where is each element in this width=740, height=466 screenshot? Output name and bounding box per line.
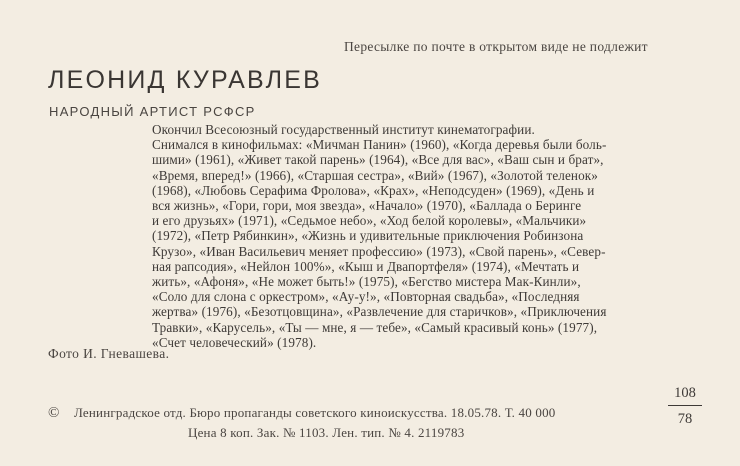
actor-name: ЛЕОНИД КУРАВЛЕВ — [48, 66, 322, 94]
bio-line: Снимался в кинофильмах: «Мичман Панин» (1960), «Когда деревья были боль- — [152, 137, 607, 153]
postal-notice: Пересылке по почте в открытом виде не подлежит — [344, 39, 648, 54]
bio-line: жертва» (1976), «Безотцовщина», «Развлечение для старичков», «Приключения — [152, 304, 607, 320]
bio-line: вся жизнь», «Гори, гори, моя звезда», «Начало» (1970), «Баллада о Беринге — [152, 198, 582, 214]
imprint-text: Ленинградское отд. Бюро пропаганды советского киноискусства. 18.05.78. Т. 40 000 — [74, 405, 556, 420]
catalog-fraction — [668, 384, 702, 428]
fraction-numerator: 108 — [674, 385, 696, 401]
bio-line: жить», «Афоня», «Не может быть!» (1975), «Бегство мистера Мак-Кинли», — [152, 274, 581, 290]
fraction-denominator: 78 — [677, 411, 693, 427]
bio-line: Окончил Всесоюзный государственный институт кинематографии. — [152, 122, 535, 137]
bio-line: шими» (1961), «Живет такой парень» (1964), «Все для вас», «Ваш сын и брат», — [152, 152, 604, 168]
price-line: Цена 8 коп. Зак. № 1103. Лен. тип. № 4. 2119783 — [188, 425, 465, 440]
copyright-symbol: © — [48, 405, 60, 421]
bio-line: (1972), «Петр Рябинкин», «Жизнь и удивительные приключения Робинзона — [152, 228, 584, 244]
bio-line: (1968), «Любовь Серафима Фролова», «Крах», «Неподсуден» (1969), «День и — [152, 182, 595, 198]
bio-line: Крузо», «Иван Васильевич меняет профессию» (1973), «Свой парень», «Север- — [152, 243, 606, 259]
photo-credit: Фото И. Гневашева. — [48, 346, 170, 361]
bio-line: «Счет человеческий» (1978). — [152, 334, 317, 350]
biography — [152, 122, 698, 350]
actor-title: НАРОДНЫЙ АРТИСТ РСФСР — [49, 104, 256, 119]
bio-line: Травки», «Карусель», «Ты — мне, я — тебе», «Самый красивый конь» (1977), — [152, 319, 598, 335]
bio-line: «Время, вперед!» (1966), «Старшая сестра», «Вий» (1967), «Золотой теленок» — [152, 167, 598, 183]
publisher-imprint — [48, 405, 555, 422]
bio-line: «Соло для слона с оркестром», «Ау-у!», «Повторная свадьба», «Последняя — [152, 289, 580, 305]
bio-line: ная рапсодия», «Нейлон 100%», «Кыш и Двапортфеля» (1974), «Мечтать и — [152, 258, 580, 274]
bio-line: и его друзьях» (1971), «Седьмое небо», «Ход белой королевы», «Мальчики» — [152, 213, 587, 229]
fraction-bar — [668, 405, 702, 406]
